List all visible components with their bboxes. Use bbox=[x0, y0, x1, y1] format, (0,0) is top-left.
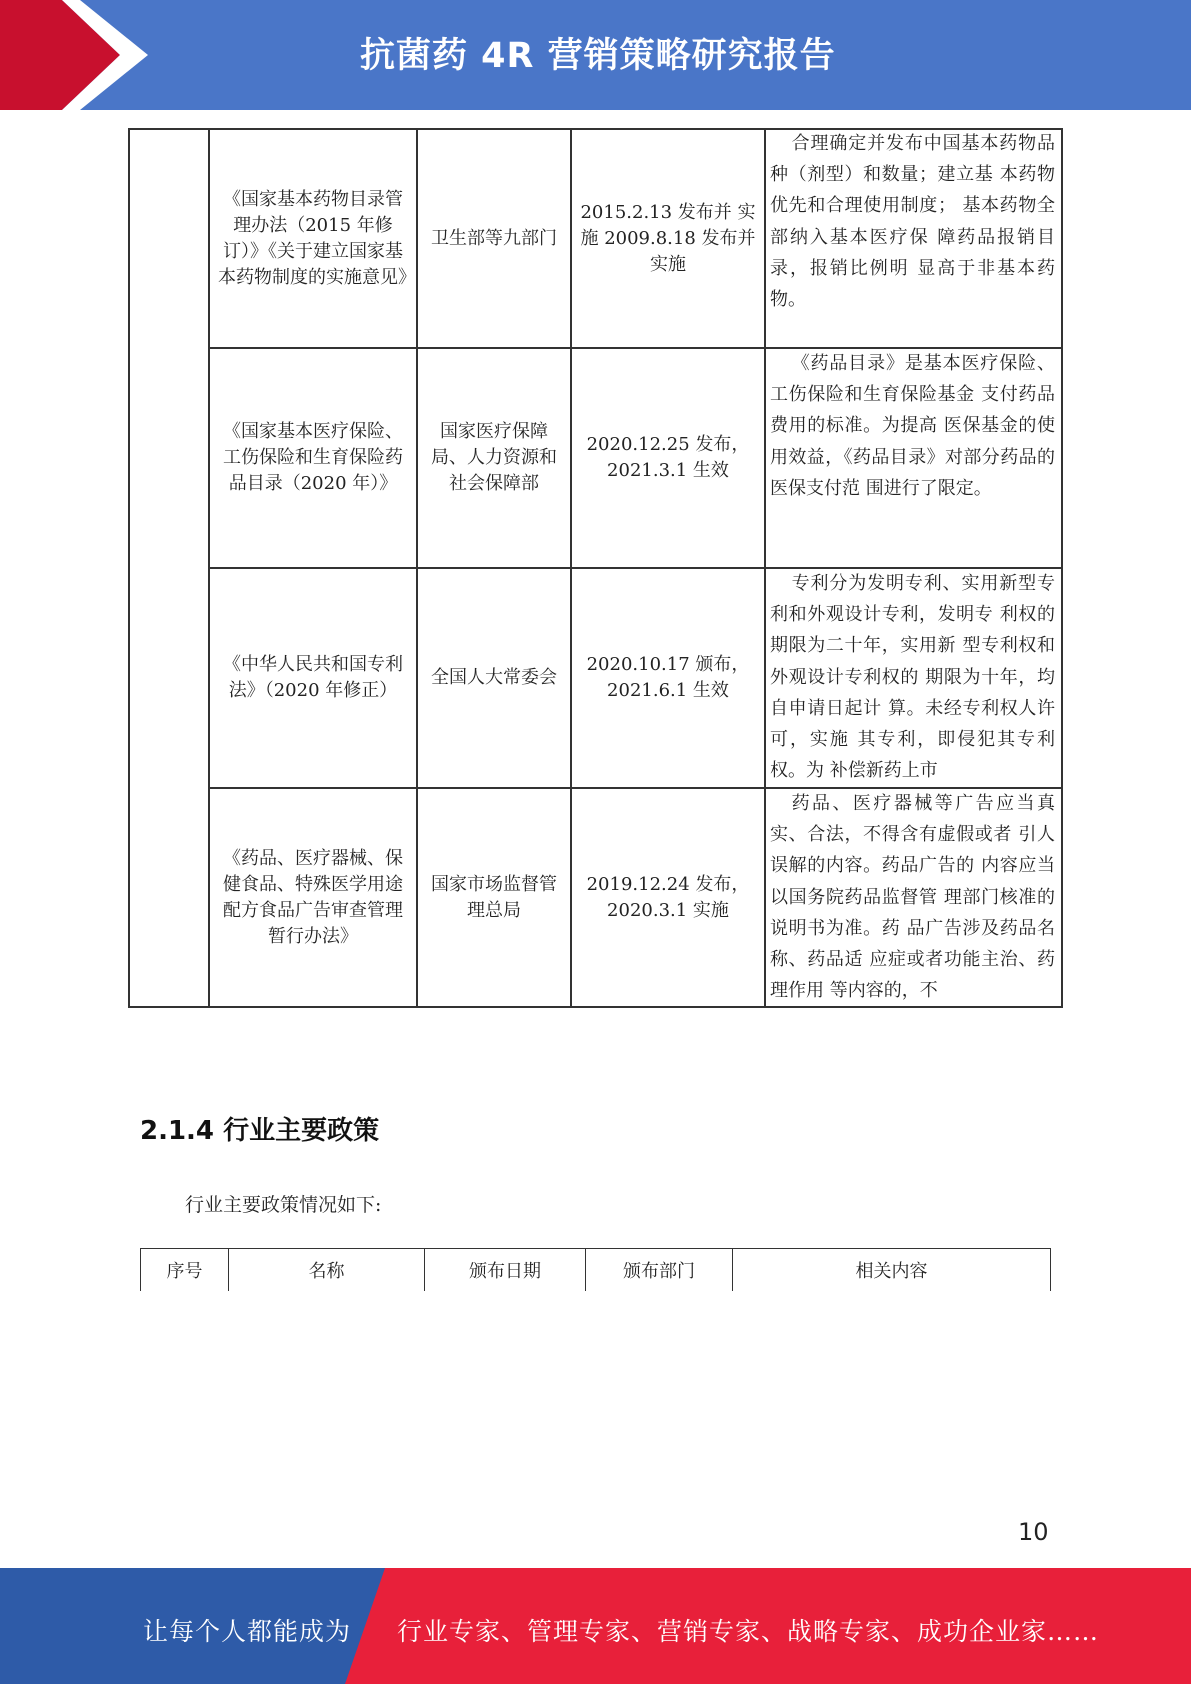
section-heading: 2.1.4 行业主要政策 bbox=[140, 1116, 380, 1146]
page-number: 10 bbox=[1018, 1518, 1049, 1546]
report-title: 抗菌药 4R 营销策略研究报告 bbox=[360, 36, 836, 76]
policy-table bbox=[128, 128, 1063, 1008]
column-header-index: 序号 bbox=[140, 1249, 228, 1291]
policy-content: 《药品目录》是基本医疗保险、工伤保险和生育保险基金 支付药品费用的标准。为提高 医保基金的使用效益，《药品目录》对部分药品的医保支付范 围进行了限定。 bbox=[770, 353, 1055, 499]
policy-department: 卫生部等九部门 bbox=[431, 227, 557, 249]
page-header bbox=[0, 0, 1191, 110]
policy-name: 《中华人民共和国专利法》（2020 年修正） bbox=[223, 654, 403, 701]
policy-content: 合理确定并发布中国基本药物品种（剂型）和数量；建立基 本药物优先和合理使用制度； 基本药物全部纳入基本医疗保 障药品报销目录，报销比例明 显高于非基本药物。 bbox=[770, 133, 1055, 311]
policy-content: 药品、医疗器械等广告应当真实、合法，不得含有虚假或者 引人误解的内容。药品广告的 内容应当以国务院药品监督管 理部门核准的说明书为准。药 品广告涉及药品名称、药品适 应症或者功能主治、药理作用 等内容的，不 bbox=[770, 793, 1055, 1002]
policy-date: 2015.2.13 发布并 实施 2009.8.18 发布并 实施 bbox=[580, 201, 756, 275]
policy-date: 2020.10.17 颁布，2021.6.1 生效 bbox=[586, 654, 750, 701]
policy-name: 《药品、医疗器械、保健食品、特殊医学用途配方食品广告审查管理暂行办法》 bbox=[223, 847, 403, 947]
footer-slogan-left: 让每个人都能成为 bbox=[143, 1617, 352, 1646]
table-border-bottom bbox=[128, 1006, 1063, 1008]
table-border-left bbox=[128, 128, 130, 1008]
policy-name: 《国家基本药物目录管理办法（2015 年修订）》《关于建立国家基本药物制度的实施意见》 bbox=[218, 188, 416, 288]
policy-department: 国家医疗保障局、人力资源和社会保障部 bbox=[431, 421, 557, 494]
section-intro: 行业主要政策情况如下: bbox=[185, 1194, 382, 1216]
policy-department: 国家市场监督管理总局 bbox=[431, 873, 557, 921]
policy-table-2-header bbox=[140, 1248, 1051, 1291]
policy-date: 2020.12.25 发布，2021.3.1 生效 bbox=[586, 434, 750, 481]
footer-slogan-right: 行业专家、管理专家、营销专家、战略专家、成功企业家…… bbox=[397, 1617, 1100, 1646]
column-header-name: 名称 bbox=[228, 1249, 424, 1291]
policy-department: 全国人大常委会 bbox=[431, 667, 557, 688]
policy-content: 专利分为发明专利、实用新型专利和外观设计专利，发明专 利权的期限为二十年，实用新 型专利权和外观设计专利权的 期限为十年，均自申请日起计 算。未经专利权人许可，实施 其专利，即侵犯其专利权。为 补偿新药上市 bbox=[770, 573, 1055, 782]
column-header-date: 颁布日期 bbox=[424, 1249, 585, 1291]
policy-name: 《国家基本医疗保险、工伤保险和生育保险药品目录（2020 年）》 bbox=[223, 421, 403, 494]
column-header-department: 颁布部门 bbox=[585, 1249, 732, 1291]
policy-date: 2019.12.24 发布，2020.3.1 实施 bbox=[586, 873, 750, 921]
page-footer bbox=[0, 1568, 1191, 1684]
column-header-content: 相关内容 bbox=[732, 1249, 1051, 1291]
